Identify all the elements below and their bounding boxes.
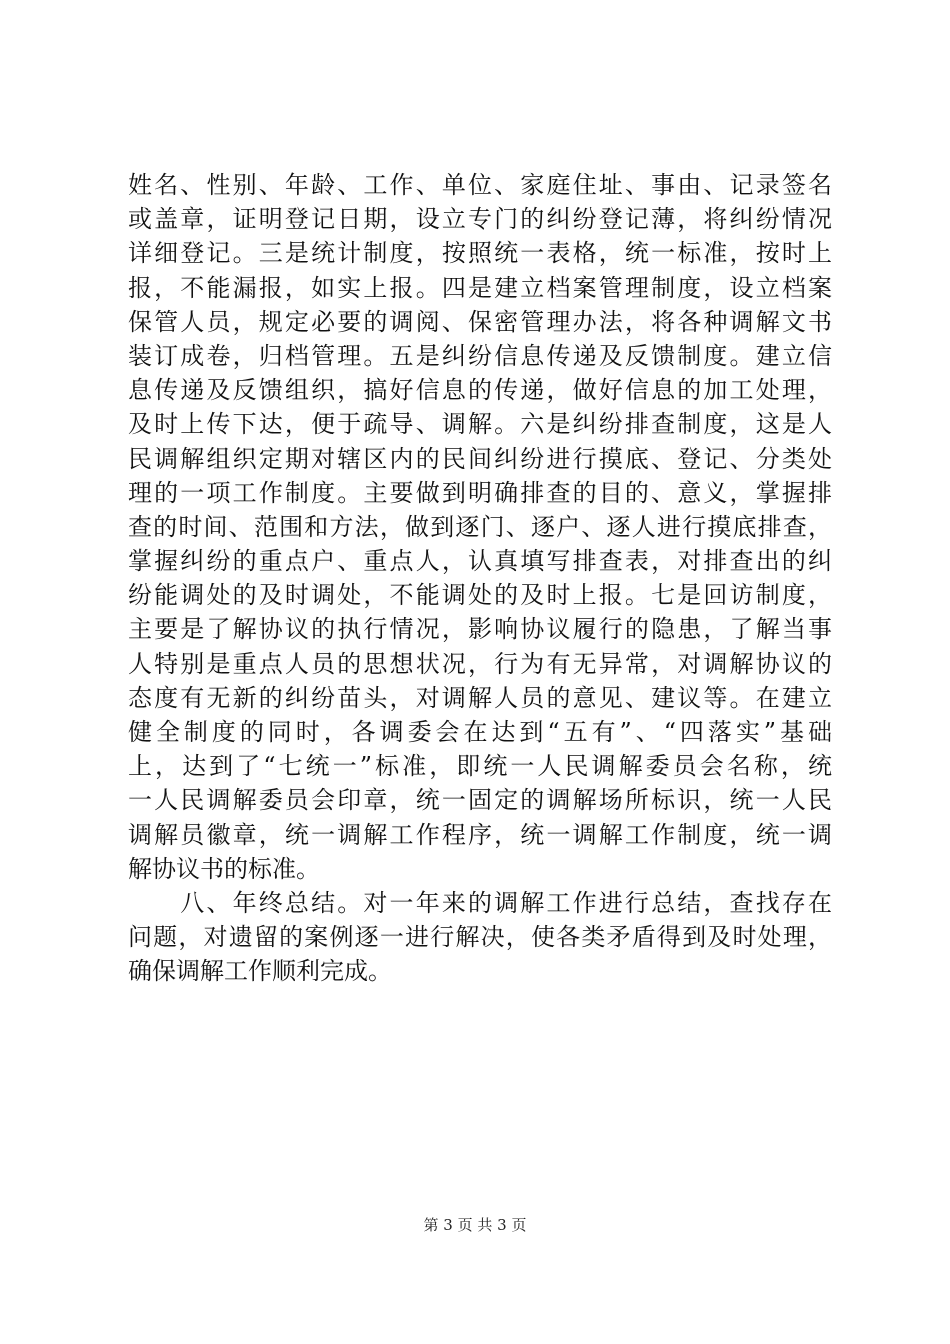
text-line: 上，达到了“七统一”标准，即统一人民调解委员会名称，统	[128, 752, 832, 781]
page-number-footer: 第 3 页 共 3 页	[423, 1216, 527, 1234]
document-body	[128, 168, 832, 989]
text-line: 姓名、性别、年龄、工作、单位、家庭住址、事由、记录签名	[128, 171, 832, 199]
paragraph-first-line: 八、年终总结。对一年来的调解工作进行总结，查找存在	[128, 888, 832, 917]
text-line: 装订成卷，归档管理。五是纠纷信息传递及反馈制度。建立信	[128, 341, 832, 370]
text-line: 报，不能漏报，如实上报。四是建立档案管理制度，设立档案	[128, 273, 832, 302]
text-line: 人特别是重点人员的思想状况，行为有无异常，对调解协议的	[128, 649, 832, 678]
text-line: 理的一项工作制度。主要做到明确排查的目的、意义，掌握排	[128, 478, 832, 507]
text-line: 问题，对遗留的案例逐一进行解决，使各类矛盾得到及时处理，	[128, 923, 832, 952]
text-line: 一人民调解委员会印章，统一固定的调解场所标识，统一人民	[128, 786, 832, 815]
paragraph-end-line: 解协议书的标准。	[128, 854, 320, 883]
text-line: 掌握纠纷的重点户、重点人，认真填写排查表，对排查出的纠	[128, 547, 832, 576]
text-line: 健全制度的同时，各调委会在达到“五有”、“四落实”基础	[128, 718, 832, 746]
text-line: 保管人员，规定必要的调阅、保密管理办法，将各种调解文书	[128, 307, 832, 336]
text-line: 详细登记。三是统计制度，按照统一表格，统一标准，按时上	[128, 239, 832, 268]
text-line: 主要是了解协议的执行情况，影响协议履行的隐患，了解当事	[128, 615, 832, 644]
text-line: 息传递及反馈组织，搞好信息的传递，做好信息的加工处理，	[128, 376, 832, 405]
text-line: 调解员徽章，统一调解工作程序，统一调解工作制度，统一调	[128, 820, 832, 849]
paragraph-end-line: 确保调解工作顺利完成。	[128, 957, 392, 986]
text-line: 纷能调处的及时调处，不能调处的及时上报。七是回访制度，	[128, 581, 832, 610]
text-line: 民调解组织定期对辖区内的民间纠纷进行摸底、登记、分类处	[128, 444, 832, 473]
text-line: 及时上传下达，便于疏导、调解。六是纠纷排查制度，这是人	[128, 410, 832, 439]
text-line: 或盖章，证明登记日期，设立专门的纠纷登记薄，将纠纷情况	[128, 205, 832, 234]
text-line: 态度有无新的纠纷苗头，对调解人员的意见、建议等。在建立	[128, 683, 832, 712]
text-line: 查的时间、范围和方法，做到逐门、逐户、逐人进行摸底排查，	[128, 512, 832, 541]
